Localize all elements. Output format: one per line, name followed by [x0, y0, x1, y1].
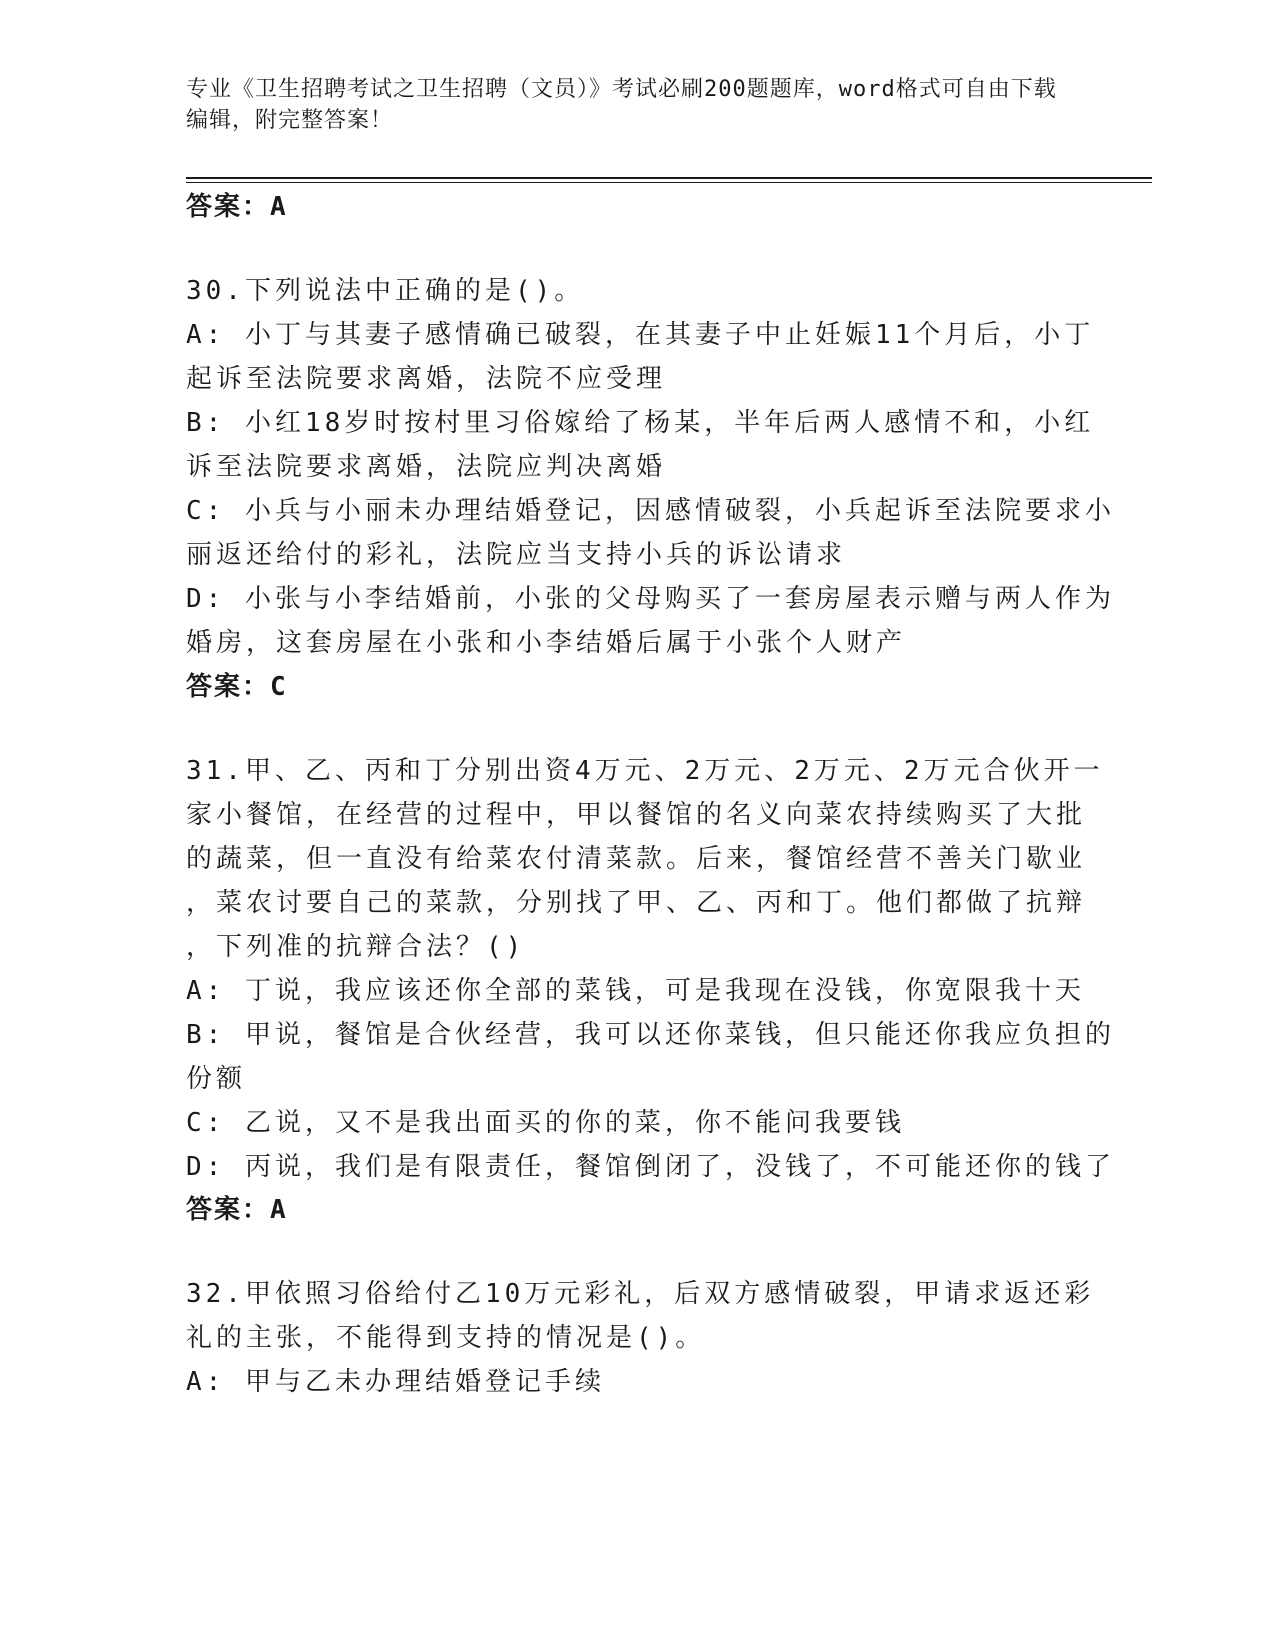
question-31-line: ，菜农讨要自己的菜款，分别找了甲、乙、丙和丁。他们都做了抗辩 [186, 888, 1087, 918]
question-32-line: 礼的主张，不能得到支持的情况是()。 [186, 1323, 706, 1353]
question-30-line: D: 小张与小李结婚前，小张的父母购买了一套房屋表示赠与两人作为 [186, 584, 1115, 614]
question-31-line: 31.甲、乙、丙和丁分别出资4万元、2万元、2万元、2万元合伙开一 [186, 756, 1104, 786]
question-31-line: 家小餐馆，在经营的过程中，甲以餐馆的名义向菜农持续购买了大批 [186, 800, 1087, 830]
question-30-line: C: 小兵与小丽未办理结婚登记，因感情破裂，小兵起诉至法院要求小 [186, 496, 1115, 526]
question-30-line: 起诉至法院要求离婚，法院不应受理 [186, 364, 667, 394]
header-rule-thin [186, 182, 1152, 183]
question-31-line: C: 乙说，又不是我出面买的你的菜，你不能问我要钱 [186, 1108, 905, 1138]
question-30-line: 30.下列说法中正确的是()。 [186, 276, 585, 306]
document-header: 专业《卫生招聘考试之卫生招聘（文员）》考试必刷200题题库，word格式可自由下载编辑，附完整答案！ [186, 77, 1057, 133]
question-30-line: B: 小红18岁时按村里习俗嫁给了杨某，半年后两人感情不和，小红 [186, 408, 1095, 438]
question-30-line: 丽返还给付的彩礼，法院应当支持小兵的诉讼请求 [186, 540, 847, 570]
question-31-line: A: 丁说，我应该还你全部的菜钱，可是我现在没钱，你宽限我十天 [186, 976, 1085, 1006]
question-30-line: 诉至法院要求离婚，法院应判决离婚 [186, 452, 667, 482]
question-32-line: 32.甲依照习俗给付乙10万元彩礼，后双方感情破裂，甲请求返还彩 [186, 1279, 1095, 1309]
question-30-line: A: 小丁与其妻子感情确已破裂，在其妻子中止妊娠11个月后，小丁 [186, 320, 1095, 350]
question-31-line: B: 甲说，餐馆是合伙经营，我可以还你菜钱，但只能还你我应负担的 [186, 1020, 1115, 1050]
question-31-line: 的蔬菜，但一直没有给菜农付清菜款。后来，餐馆经营不善关门歇业 [186, 844, 1087, 874]
header-rule [186, 177, 1152, 179]
question-32-line: A: 甲与乙未办理结婚登记手续 [186, 1367, 605, 1397]
question-31-line: ，下列准的抗辩合法？() [186, 932, 526, 962]
question-31-answer: 答案：A [186, 1195, 288, 1225]
question-30-line: 婚房，这套房屋在小张和小李结婚后属于小张个人财产 [186, 628, 907, 658]
question-31-line: 份额 [186, 1064, 247, 1094]
previous-answer: 答案：A [186, 192, 288, 222]
question-30-answer: 答案：C [186, 672, 288, 702]
question-31-line: D: 丙说，我们是有限责任，餐馆倒闭了，没钱了，不可能还你的钱了 [186, 1152, 1115, 1182]
